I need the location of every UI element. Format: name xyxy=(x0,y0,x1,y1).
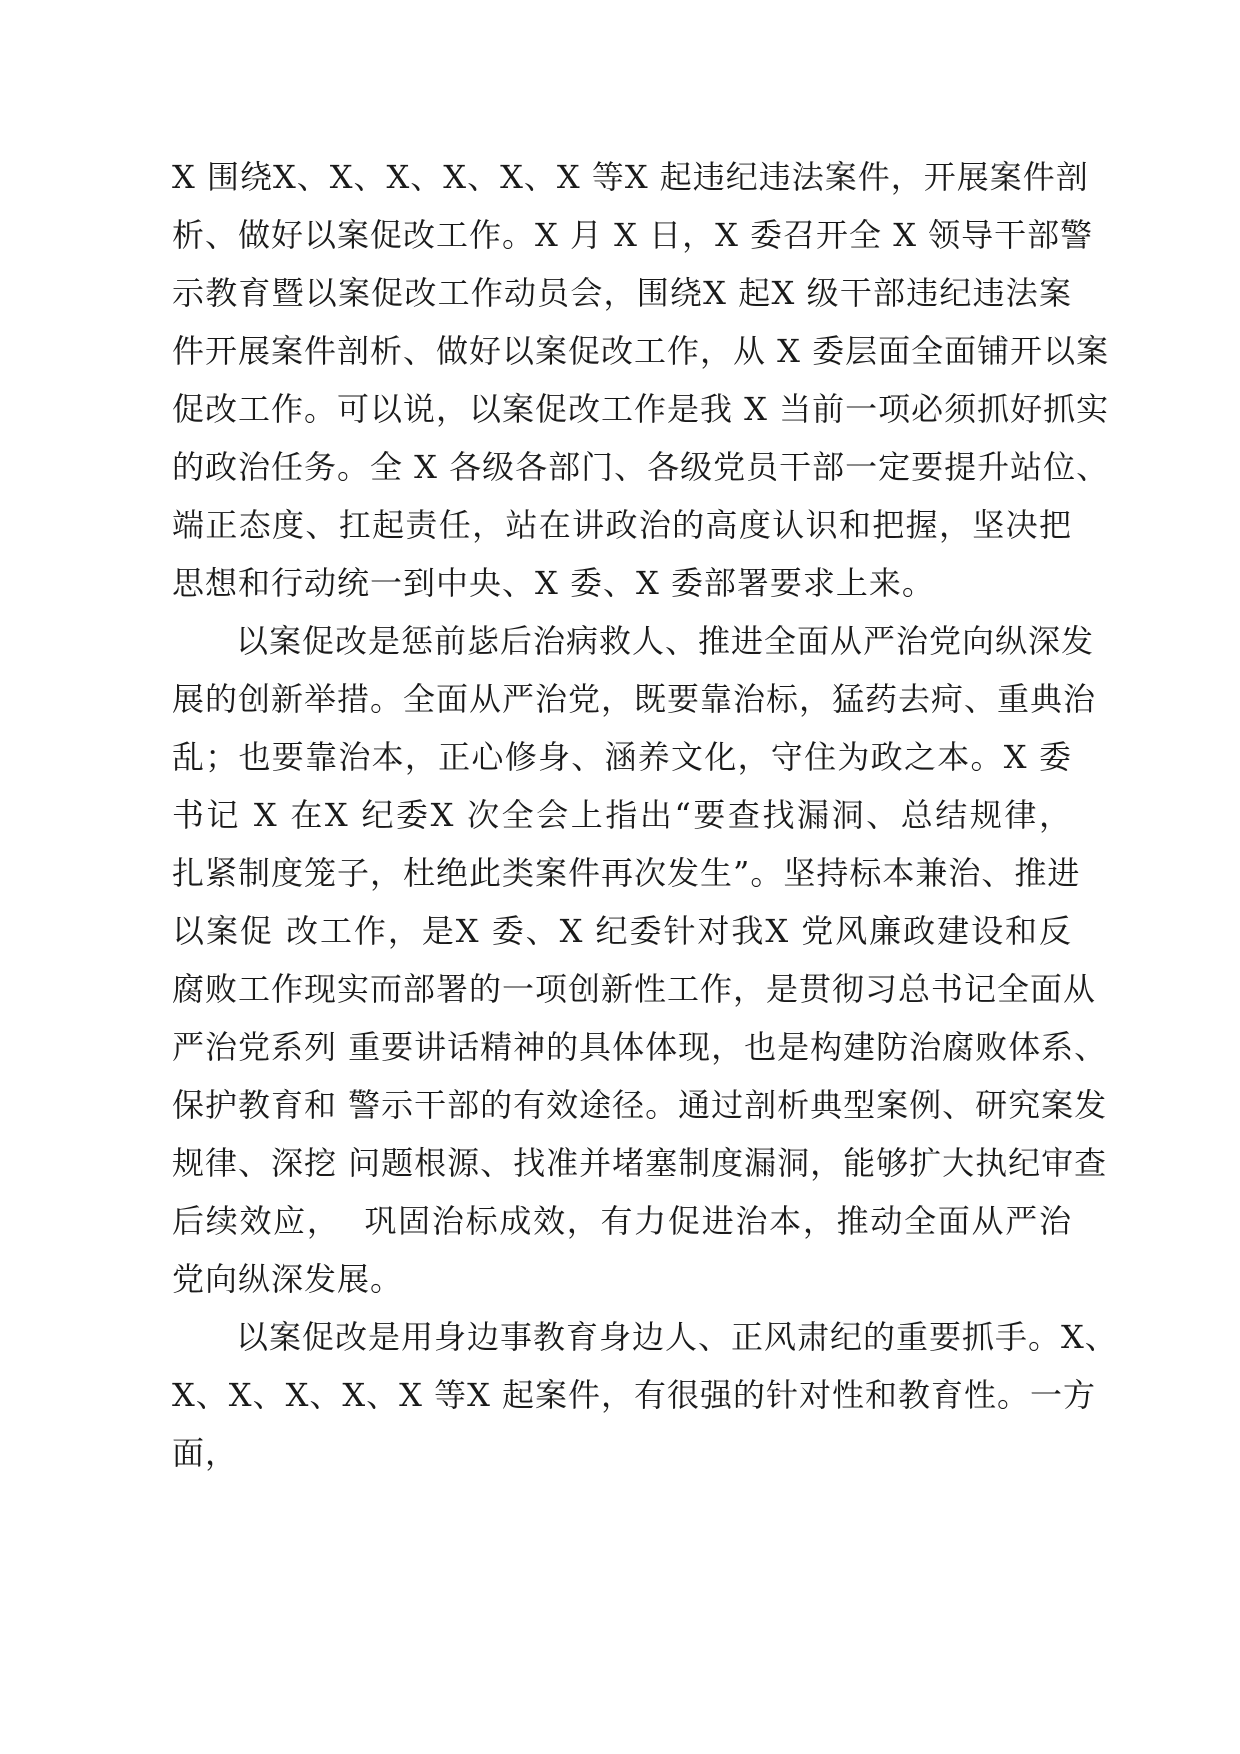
paragraph-line: X 围绕X、X、X、X、X、X 等X 起违纪违法案件，开展案件剖 xyxy=(172,158,1089,196)
paragraph-line: 以案促 改工作，是X 委、X 纪委针对我X 党风廉政建设和反 xyxy=(172,912,1072,950)
paragraph-line: X、X、X、X、X 等X 起案件，有很强的针对性和教育性。一方 xyxy=(172,1376,1097,1414)
paragraph-line: 腐败工作现实而部署的一项创新性工作，是贯彻习总书记全面从 xyxy=(172,970,1097,1008)
paragraph-line: 以案促改是惩前毖后治病救人、推进全面从严治党向纵深发 xyxy=(236,622,1095,660)
paragraph-line: 后续效应， 巩固治标成效，有力促进治本，推动全面从严治 xyxy=(172,1202,1072,1240)
paragraph-line: 析、做好以案促改工作。X 月 X 日，X 委召开全 X 领导干部警 xyxy=(172,216,1094,254)
paragraph-line: 思想和行动统一到中央、X 委、X 委部署要求上来。 xyxy=(172,564,935,602)
paragraph-line: 面， xyxy=(172,1434,239,1472)
paragraph-line: 展的创新举措。全面从严治党，既要靠治标，猛药去疴、重典治 xyxy=(172,680,1097,718)
paragraph-line: 以案促改是用身边事教育身边人、正风肃纪的重要抓手。X、 xyxy=(236,1318,1118,1356)
paragraph-3 xyxy=(172,1308,1118,1482)
paragraph-line: 规律、深挖 问题根源、找准并堵塞制度漏洞，能够扩大执纪审查 xyxy=(172,1144,1108,1182)
paragraph-line: 促改工作。可以说，以案促改工作是我 X 当前一项必须抓好抓实 xyxy=(172,390,1110,428)
paragraph-line: 严治党系列 重要讲话精神的具体体现，也是构建防治腐败体系、 xyxy=(172,1028,1108,1066)
paragraph-2 xyxy=(172,612,1108,1308)
paragraph-line: 的政治任务。全 X 各级各部门、各级党员干部一定要提升站位、 xyxy=(172,448,1110,486)
paragraph-line: 保护教育和 警示干部的有效途径。通过剖析典型案例、研究案发 xyxy=(172,1086,1108,1124)
paragraph-line: 扎紧制度笼子，杜绝此类案件再次发生”。坚持标本兼治、推进 xyxy=(172,854,1081,892)
paragraph-1 xyxy=(172,148,1110,612)
paragraph-line: 乱；也要靠治本，正心修身、涵养文化，守住为政之本。X 委 xyxy=(172,738,1072,776)
paragraph-line: 党向纵深发展。 xyxy=(172,1260,404,1298)
paragraph-line: 端正态度、扛起责任，站在讲政治的高度认识和把握，坚决把 xyxy=(172,506,1072,544)
paragraph-line: 书记 X 在X 纪委X 次全会上指出“要查找漏洞、总结规律， xyxy=(172,796,1072,834)
document-body xyxy=(172,148,1118,1482)
paragraph-line: 示教育暨以案促改工作动员会，围绕X 起X 级干部违纪违法案 xyxy=(172,274,1072,312)
paragraph-line: 件开展案件剖析、做好以案促改工作，从 X 委层面全面铺开以案 xyxy=(172,332,1110,370)
